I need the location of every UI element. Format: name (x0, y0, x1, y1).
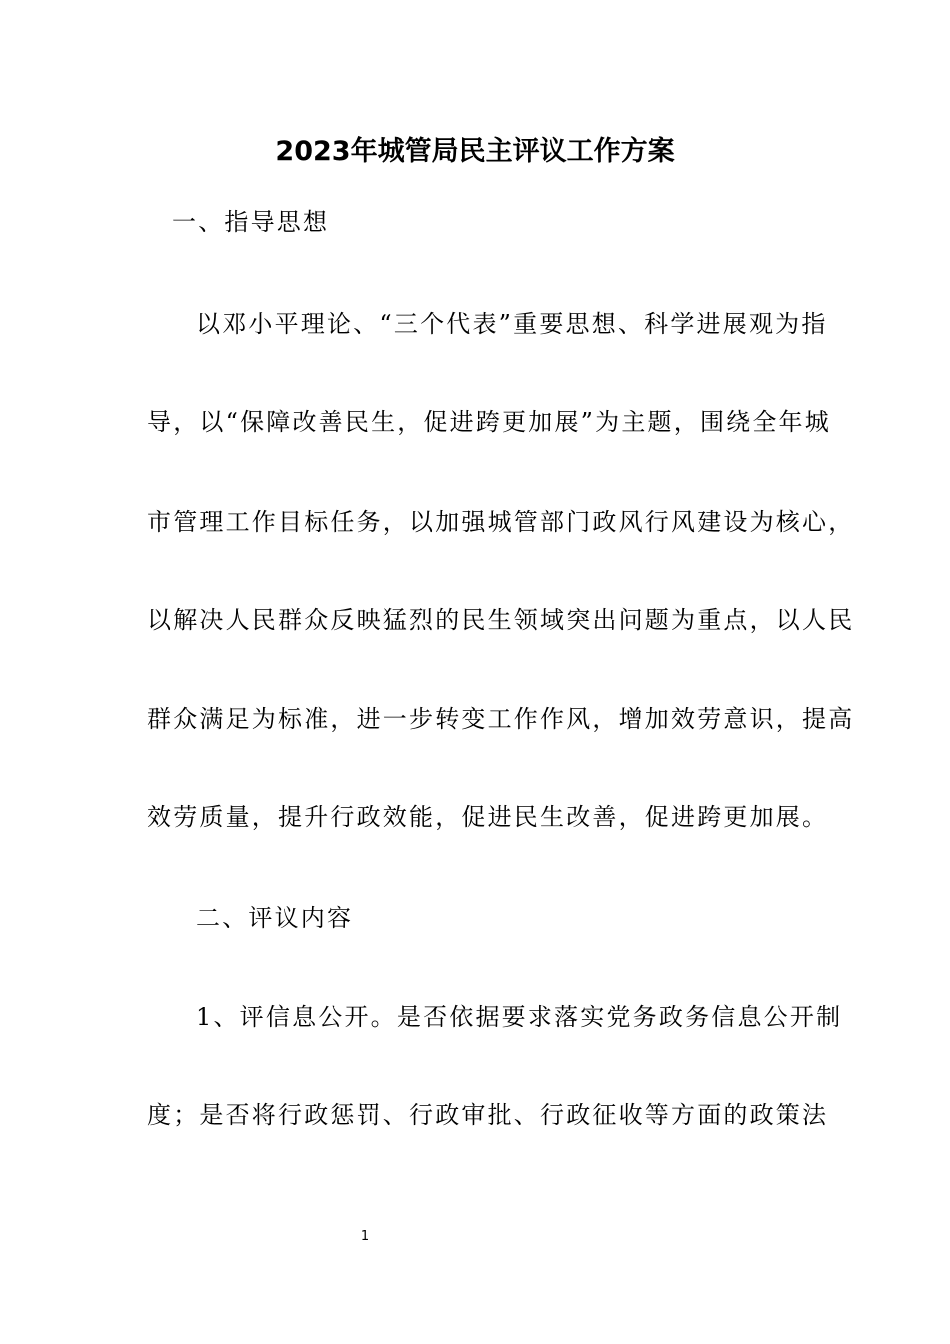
paragraph-line: 市管理工作目标任务，以加强城管部门政风行风建设为核心， (147, 508, 855, 536)
paragraph-line: 度；是否将行政惩罚、行政审批、行政征收等方面的政策法 (147, 1101, 829, 1129)
paragraph-line: 导，以“保障改善民生，促进跨更加展”为主题，围绕全年城 (147, 408, 831, 436)
section-heading-guiding-ideology: 一、指导思想 (172, 208, 330, 236)
paragraph-line: 效劳质量，提升行政效能，促进民生改善，促进跨更加展。 (147, 803, 829, 831)
section-heading-review-content: 二、评议内容 (196, 904, 354, 932)
page-number: 1 (360, 1229, 370, 1244)
paragraph-line: 1、评信息公开。是否依据要求落实党务政务信息公开制 (196, 1003, 843, 1031)
paragraph-line: 群众满足为标准，进一步转变工作作风，增加效劳意识，提高 (147, 705, 855, 733)
paragraph-line: 以邓小平理论、“三个代表”重要思想、科学进展观为指 (196, 310, 828, 338)
paragraph-line: 以解决人民群众反映猛烈的民生领域突出问题为重点，以人民 (147, 606, 855, 634)
document-title: 2023年城管局民主评议工作方案 (275, 136, 675, 167)
